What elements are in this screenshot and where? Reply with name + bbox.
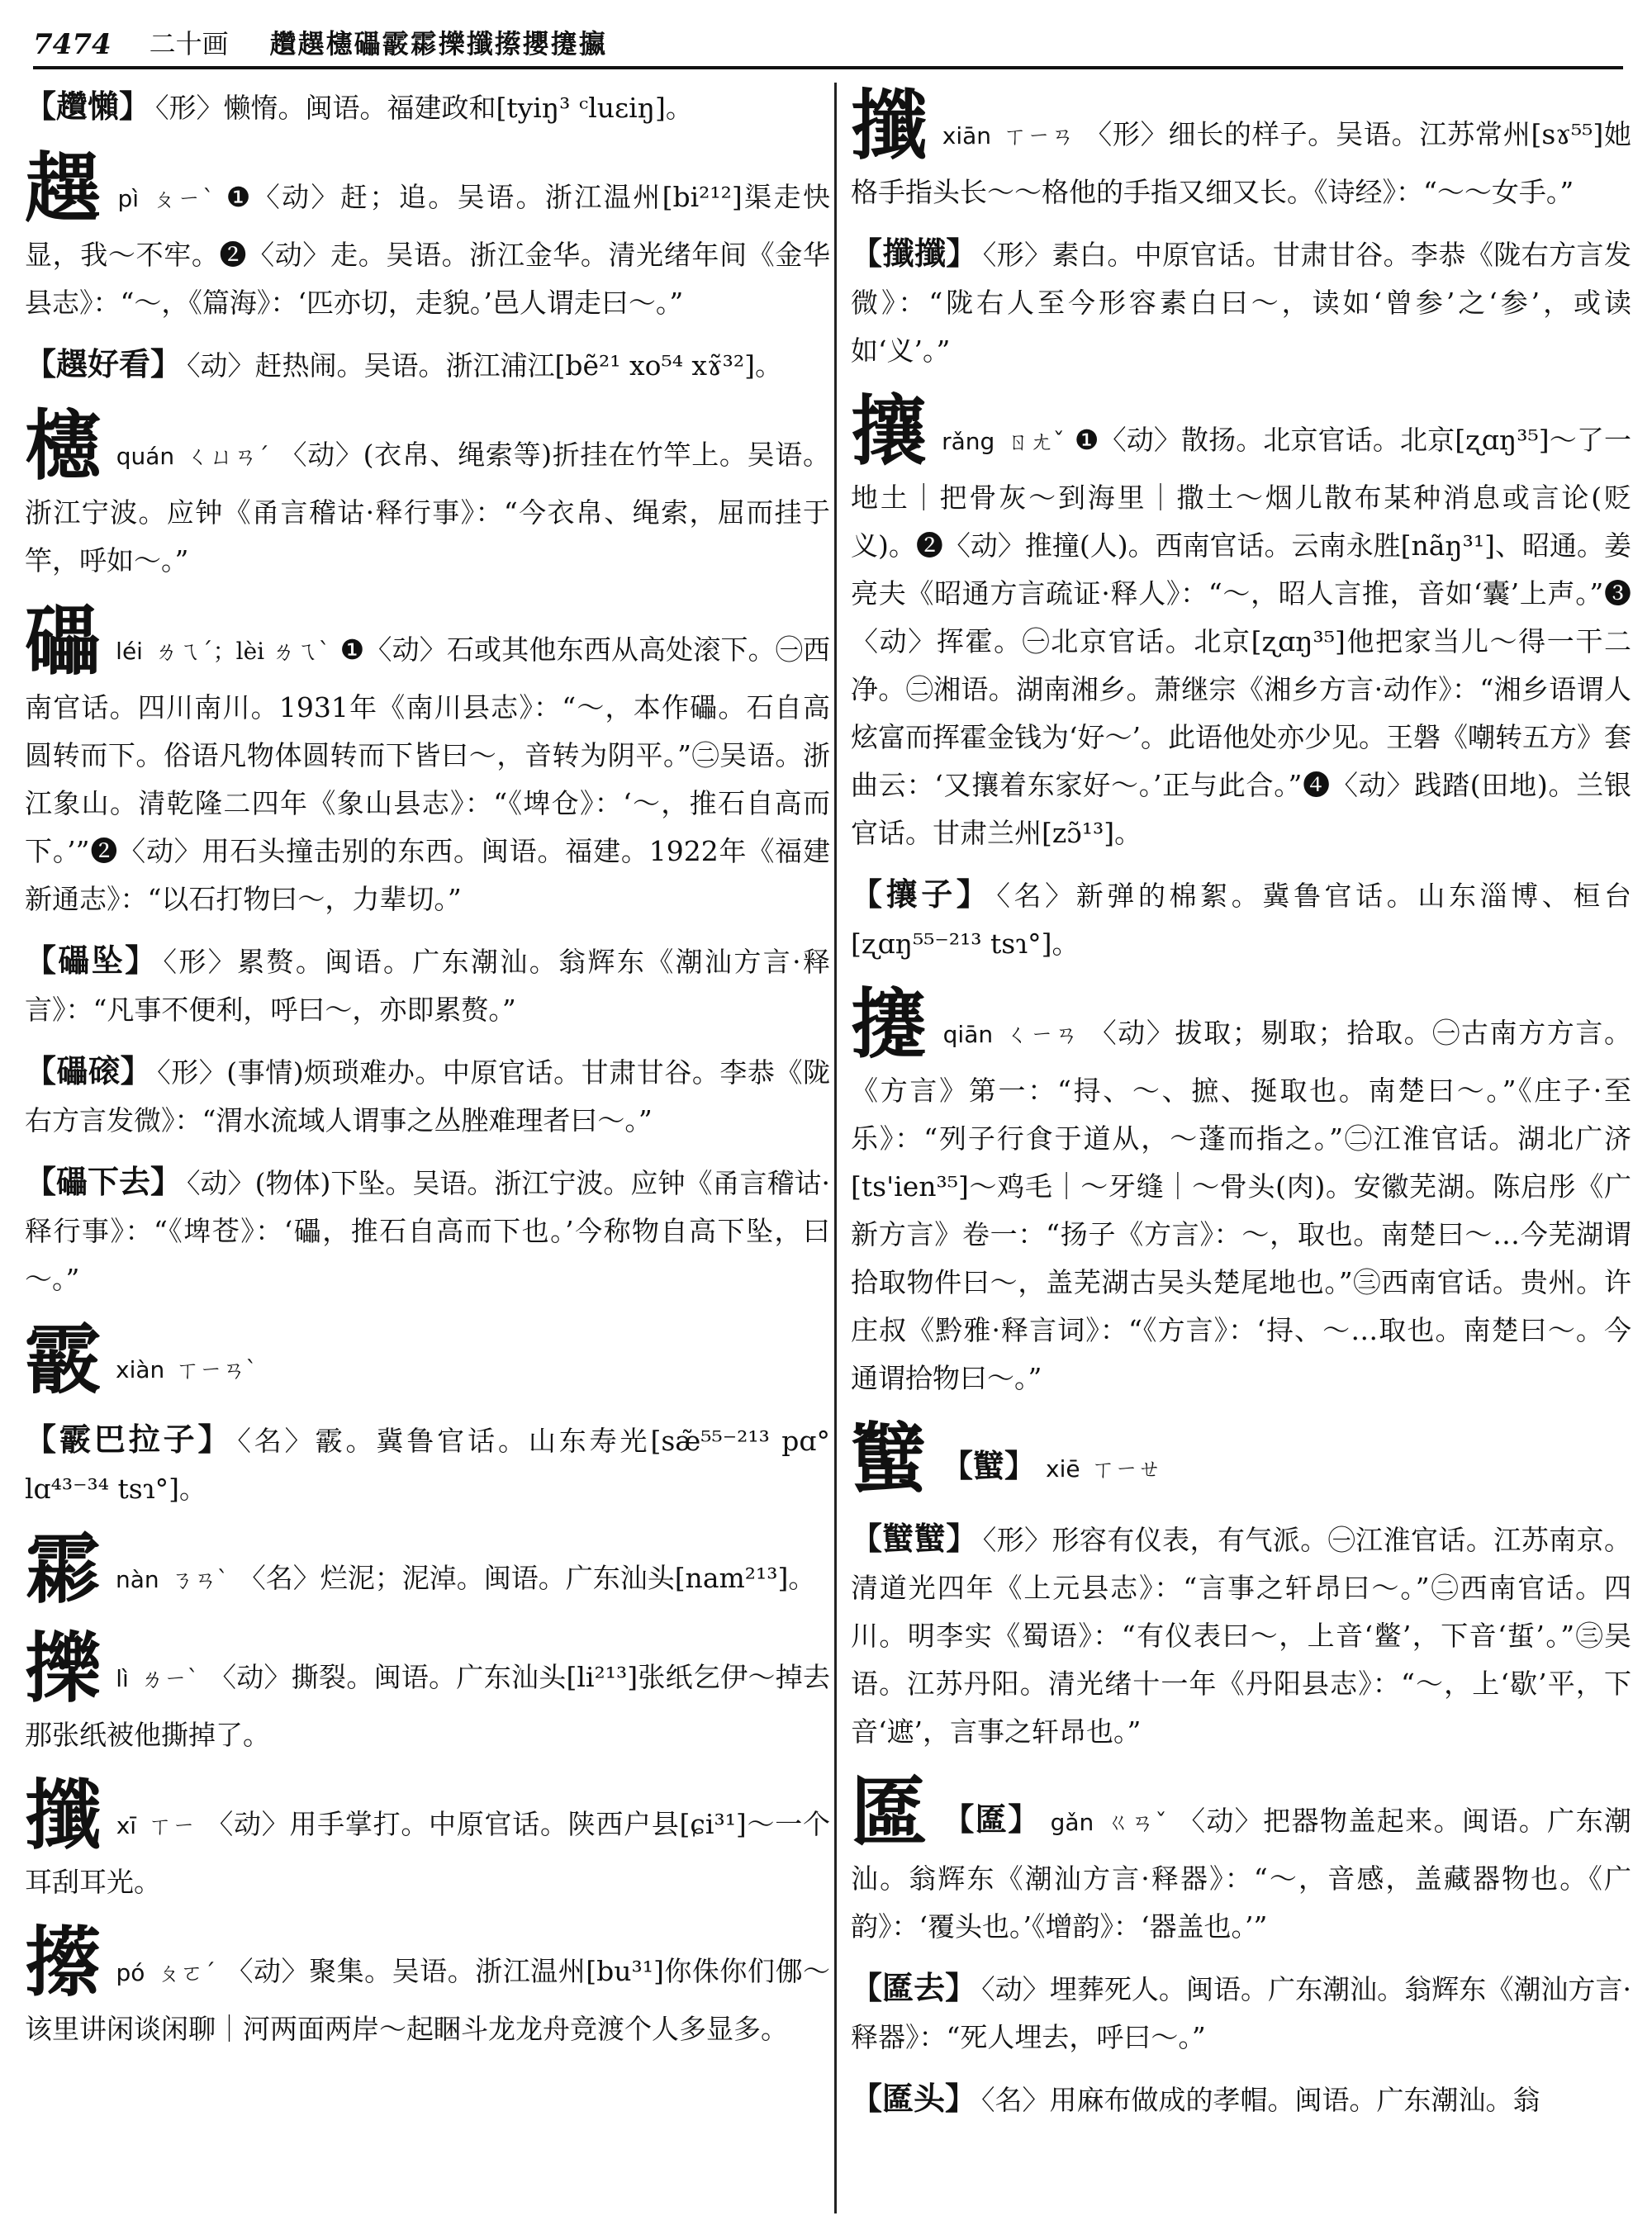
entry-paragraph [25,1158,830,1303]
pinyin: rǎng [942,428,995,455]
page-number: 7474 [33,28,112,61]
headword-char: 礧 [25,596,102,686]
head-entry [851,1416,1631,1502]
headword-char: 霦 [25,1525,102,1614]
compound-term: 【攕攕】 [851,235,978,272]
entry-paragraph [851,83,1631,216]
head-entry [851,1769,1631,1951]
entry-paragraph [851,1416,1631,1502]
headword-char: 攕 [851,83,928,170]
headword-char: 蠥 [851,1414,928,1503]
definition-text: 〈形〉素白。中原官话。甘肃甘谷。李恭《陇右方言发微》：“陇右人至今形容素白曰～，读如‘曾参’之‘参’，或读如‘义’。” [851,239,1631,367]
definition-text: 〈形〉累赘。闽语。广东潮汕。翁辉东《潮汕方言·释言》：“凡事不便利，呼曰～，亦即累赘。” [25,946,830,1026]
definition-text: ❶〈动〉石或其他东西从高处滚下。㊀西南官话。四川南川。1931年《南川县志》：“～，本作礧。石自高圆转而下。俗语凡物体圆转而下皆曰～，音转为阴平。”㊁吴语。浙江象山。清乾隆二四年《象山县志》：“《埤仓》：‘～，推石自高而下。’”❷〈动〉用石头撞击别的东西。闽语。福建。1922年《福建新通志》：“以石打物曰～，力辈切。” [25,633,830,915]
head-entry [25,1317,830,1402]
entry-paragraph [25,1416,830,1513]
column-divider [834,83,837,2213]
zhuyin: ㄒㄧ [148,1812,197,1839]
headword-char: 櫶 [25,401,102,491]
zhuyin: ㄍㄢˇ [1105,1809,1168,1836]
compound-entry [25,83,830,132]
definition-text: 〈动〉埋葬死人。闽语。广东潮汕。翁辉东《潮汕方言·释器》：“死人埋去，呼曰～。” [851,1973,1631,2053]
pinyin: xiàn [116,1356,165,1383]
compound-term: 【趩好看】 [25,345,183,382]
pinyin: léi [116,638,143,665]
zhuyin: ㄒㄧㄝ [1091,1455,1161,1483]
compound-term: 【礧坠】 [25,942,159,979]
entry-paragraph [851,1769,1631,1951]
compound-term: 【趲懶】 [25,88,151,125]
zhuyin: ㄒㄧㄢ [1003,122,1075,149]
entry-paragraph [851,388,1631,857]
pinyin: quán [116,443,175,470]
compound-entry [851,1964,1631,2062]
zhuyin: ㄆㄧˋ [150,185,216,212]
headword-char: 趩 [25,144,103,233]
compound-term: 【匲头】 [851,2080,977,2117]
headword-char: 攓 [851,980,928,1069]
definition-text: 〈动〉把器物盖起来。闽语。广东潮汕。翁辉东《潮汕方言·释器》：“～，音感，盖藏器物也。《广韵》：‘覆头也。’《增韵》：‘器盖也。’” [851,1805,1631,1943]
head-entry [25,1772,830,1906]
entry-paragraph [25,145,830,327]
definition-text: 〈形〉形容有仪表，有气派。㊀江淮官话。江苏南京。清道光四年《上元县志》：“言事之轩昂曰～。”㊁西南官话。四川。明李实《蜀语》：“有仪表曰～，上音‘鳖’，下音‘蜇’。”㊂吴语。江苏丹阳。清光绪十一年《丹阳县志》：“～，上‘歇’平，下音‘遮’，言事之轩昂也。” [851,1524,1631,1748]
pinyin: pó [116,1959,145,1986]
entry-paragraph [25,1317,830,1402]
pinyin: xiē [1046,1455,1080,1483]
definition-text: 〈形〉(事情)烦琐难办。中原官话。甘肃甘谷。李恭《陇右方言发微》：“渭水流域人谓事之丛脞难理者曰～。” [25,1056,830,1136]
head-entry [25,1919,830,2053]
headword-variant: 【蠥】 [942,1447,1037,1484]
definition-text: 〈动〉赶热闹。吴语。浙江浦江[bẽ²¹ xo⁵⁴ xɤ̃³²]。 [187,349,782,382]
definition-text: 〈动〉撕裂。闽语。广东汕头[li²¹³]张纸乞伊～掉去那张纸被他撕掉了。 [25,1661,830,1751]
zhuyin: ㄖㄤˇ [1006,428,1065,455]
definition-text: 〈动〉(衣帛、绳索等)折挂在竹竿上。吴语。浙江宁波。应钟《甬言稽诂·释行事》：“今衣帛、绳索，屈而挂于竿，呼如～。” [25,439,830,576]
entry-paragraph [25,403,830,585]
entry-paragraph [25,598,830,923]
head-entry [25,598,830,923]
headword-char: 擽 [25,1624,102,1713]
compound-term: 【攘子】 [851,875,992,913]
head-entry [851,388,1631,857]
entry-paragraph [25,1526,830,1612]
compound-entry [851,871,1631,968]
chapter-label: 二十画 [149,28,229,59]
right-column [851,83,1631,2218]
definition-text: ❶〈动〉赶；追。吴语。浙江温州[bi²¹²]渠走快显，我～不牢。❷〈动〉走。吴语。浙江金华。清光绪年间《金华县志》：“～，《篇海》：‘匹亦切，走貌。’邑人谓走曰～。” [25,181,830,319]
compound-entry [851,1515,1631,1756]
running-head: 趲趩櫶礧霰霦擽攕攃攖攓攍 [269,28,607,59]
entry-paragraph [25,1625,830,1759]
zhuyin: ㄑㄧㄢ [1004,1021,1080,1048]
compound-term: 【蠥蠥】 [851,1520,978,1557]
zhuyin: ㄌㄧˋ [140,1665,199,1692]
headword-char: 匲 [851,1767,928,1857]
compound-entry [851,230,1631,375]
definition-text: 〈形〉懒惰。闽语。福建政和[tyiŋ³ ᶜluɛiŋ]。 [155,92,693,124]
definition-text: 〈名〉霰。冀鲁官话。山东寿光[sæ̃⁵⁵⁻²¹³ pɑ° lɑ⁴³⁻³⁴ tsɿ°]。 [25,1425,830,1505]
compound-term: 【礧下去】 [25,1163,183,1200]
entry-paragraph [25,937,830,1034]
headword-char: 攃 [25,1918,102,2007]
pinyin: xī [116,1812,137,1839]
zhuyin: ㄋㄢˋ [170,1566,229,1593]
entry-paragraph [851,981,1631,1402]
head-entry [25,145,830,327]
pinyin: gǎn [1050,1809,1094,1836]
pinyin: lì [116,1665,129,1692]
head-entry [25,1625,830,1759]
definition-text: 〈名〉烂泥；泥淖。闽语。广东汕头[nam²¹³]。 [238,1562,816,1594]
entry-paragraph [851,2075,1631,2124]
entry-paragraph [851,871,1631,968]
headword-variant: 【匲】 [942,1801,1041,1838]
zhuyin: ㄆㄛˊ [156,1959,216,1986]
definition-text: 〈动〉用手掌打。中原官话。陕西户县[ɕi³¹]～一个耳刮耳光。 [25,1808,830,1898]
compound-entry [25,340,830,390]
head-entry [851,83,1631,216]
compound-entry [851,2075,1631,2124]
entry-paragraph [25,1772,830,1906]
zhuyin: ㄑㄩㄢˊ [186,443,270,470]
headword-char: 攕 [25,1771,102,1860]
page-header [33,18,1623,69]
pinyin: qiān [942,1021,994,1048]
compound-entry [25,1047,830,1145]
compound-entry [25,937,830,1034]
head-entry [25,1526,830,1612]
left-column [25,83,830,2218]
entry-paragraph [851,1964,1631,2062]
definition-text: ❶〈动〉散扬。北京官话。北京[ʐɑŋ³⁵]～了一地土｜把骨灰～到海里｜撒土～烟儿散布某种消息或言论(贬义)。❷〈动〉推撞(人)。西南官话。云南永胜[nãŋ³¹]、昭通。姜亮夫《昭通方言疏证·释人》：“～，昭人言推，音如‘囊’上声。”❸〈动〉挥霍。㊀北京官话。北京[ʐɑŋ³⁵]他把家当儿～得一干二净。㊁湘语。湖南湘乡。萧继宗《湘乡方言·动作》：“湘乡语谓人炫富而挥霍金钱为‘好～’。此语他处亦少见。王磐《嘲转五方》套曲云：‘又攘着东家好～。’正与此合。”❹〈动〉践踏(田地)。兰银官话。甘肃兰州[zɔ̃¹³]。 [851,424,1631,849]
entry-paragraph [25,83,830,132]
compound-term: 【礧磙】 [25,1052,153,1089]
head-entry [851,981,1631,1402]
definition-text: 〈动〉(物体)下坠。吴语。浙江宁波。应钟《甬言稽诂·释行事》：“《埤苍》：‘礧，推石自高而下也。’今称物自高下坠，曰～。” [25,1167,830,1295]
head-entry [25,403,830,585]
entry-paragraph [25,1919,830,2053]
pinyin: nàn [116,1566,159,1593]
zhuyin: ㄒㄧㄢˋ [176,1356,258,1383]
entry-paragraph [851,230,1631,375]
compound-term: 【霰巴拉子】 [25,1421,233,1458]
compound-term: 【匲去】 [851,1969,977,2006]
definition-text: 〈名〉新弹的棉絮。冀鲁官话。山东淄博、桓台[ʐɑŋ⁵⁵⁻²¹³ tsɿ°]。 [851,880,1631,960]
entry-paragraph [25,340,830,390]
definition-text: 〈形〉细长的样子。吴语。江苏常州[sɤ⁵⁵]她格手指头长～～格他的手指又细又长。《诗经》：“～～女手。” [851,118,1631,208]
entry-paragraph [851,1515,1631,1756]
compound-entry [25,1158,830,1303]
pinyin: pì [117,185,139,212]
pinyin: xiān [942,122,992,149]
definition-text: 〈动〉聚集。吴语。浙江温州[bu³¹]你侏你们㑚～该里讲闲谈闲聊｜河两面两岸～起睏斗龙龙舟竞渡个人多显多。 [25,1955,830,2045]
zhuyin: ㄌㄟˊ；lèi ㄌㄟˋ [154,638,330,665]
definition-text: 〈名〉用麻布做成的孝帽。闽语。广东潮汕。翁 [981,2084,1540,2116]
definition-text: 〈动〉拔取；剔取；拾取。㊀古南方方言。《方言》第一：“挦、～、摭、挻取也。南楚曰～。”《庄子·至乐》：“列子行食于道从，～蓬而指之。”㊁江淮官话。湖北广济[ts'ien³⁵]～鸡毛｜～牙缝｜～骨头(肉)。安徽芜湖。陈启彤《广新方言》卷一：“扬子《方言》：～，取也。南楚曰～…今芜湖谓拾取物件曰～，盖芜湖古吴头楚尾地也。”㊂西南官话。贵州。许庄叔《黔雅·释言词》：“《方言》：‘挦、～…取也。南楚曰～。今通谓拾物曰～。” [851,1017,1631,1394]
headword-char: 攘 [851,387,928,476]
compound-entry [25,1416,830,1513]
entry-paragraph [25,1047,830,1145]
headword-char: 霰 [25,1315,102,1404]
